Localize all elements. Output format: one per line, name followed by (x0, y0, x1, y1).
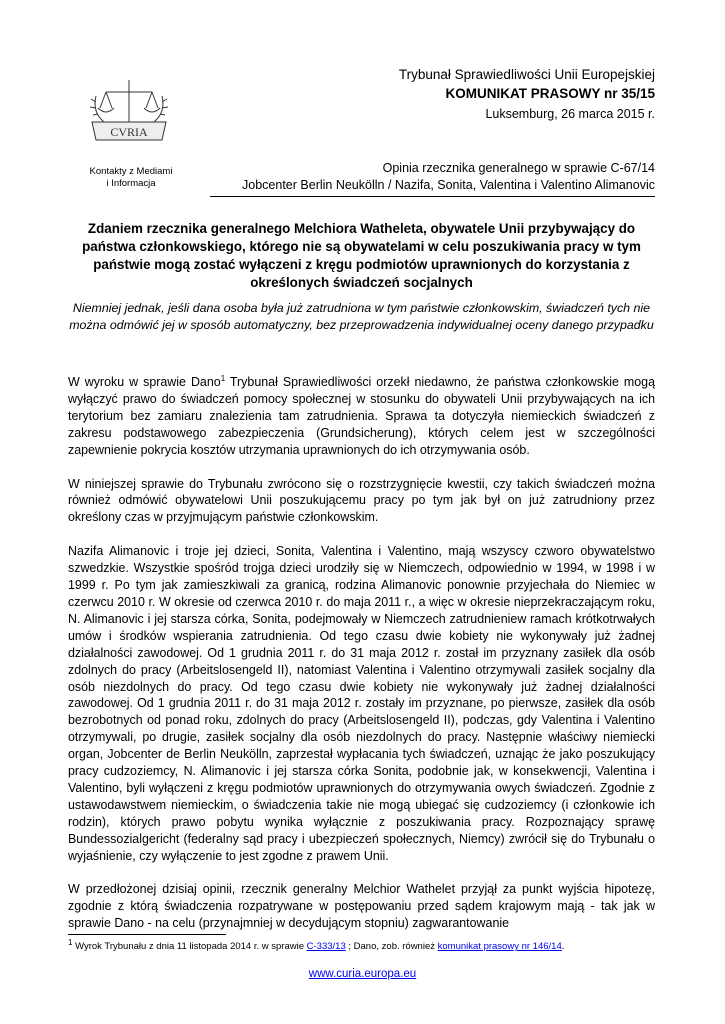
paragraph-4: W przedłożonej dzisiaj opinii, rzecznik generalny Melchior Wathelet przyjął za punkt wyjścia hipotezę, zgodnie z którą świadczenia rozpatrywane w postępowaniu przed sądem krajowym mają - tak jak w sprawie Dano - na celu (przynajmniej w decydującym stopniu) zagwarantowanie (68, 882, 655, 931)
footnote-text-end: . (561, 941, 565, 952)
page-title: Zdaniem rzecznika generalnego Melchiora Watheleta, obywatele Unii przybywający do państwa członkowskiego, którego nie są obywatelami w celu poszukiwania pracy w tym państwie mogą zostać wyłączeni z kręgu podmiotów uprawnionych do korzystania z określonych świadczeń socjalnych (82, 221, 641, 290)
logo-laurel-left (90, 96, 104, 122)
opinion-line-1: Opinia rzecznika generalnego w sprawie C-67/14 (382, 161, 655, 175)
contact-line-1: Kontakty z Mediami (89, 166, 173, 177)
header-divider (210, 196, 655, 197)
page-subtitle: Niemniej jednak, jeśli dana osoba była już zatrudniona w tym państwie członkowskim, świadczeń tych nie można odmówić jej w sposób automatyczny, bez przeprowadzenia indywidualnej oceny danego przypadku (69, 301, 654, 332)
release-date: Luksemburg, 26 marca 2015 r. (485, 107, 655, 121)
paragraph-1-start: W wyroku w sprawie Dano (68, 375, 221, 389)
contact-line-2: i Informacja (106, 178, 156, 189)
paragraph-3: Nazifa Alimanovic i troje jej dzieci, Sonita, Valentina i Valentino, mają wszyscy czworo obywatelstwo szwedzkie. Wszystkie spośród trojga dzieci urodziły się w Niemczech, odpowiednio w 1994, w 1998 i w 1999 r. Po tym jak zamieszkiwali za granicą, rodzina Alimanovic ponownie przyjechała do Niemiec w czerwcu 2010 r. W okresie od czerwca 2010 r. do maja 2011 r., a więc w okresie nieprzekraczającym roku, N. Alimanovic i jej starsza córka, Sonita, podejmowały w Niemczech zatrudnieniew ramach krótkotrwałych umów i środków wspierania zatrudnienia. Od tego czasu dwie kobiety nie wykonywały już żadnej działalności zawodowej. Od 1 grudnia 2011 r. do 31 maja 2012 r. został im przyznany zasiłek dla osób zdolnych do pracy (Arbeitslosengeld II), natomiast Valentina i Valentino otrzymywali zasiłek socjalny dla osób niezdolnych do pracy. Od tego czasu dwie kobiety nie wykonywały już żadnej działalności zawodowej. Od 1 grudnia 2011 r. do 31 maja 2012 r. zostały im przyznane, po pierwsze, zasiłek dla osób bezrobotnych od ponad roku, zdolnych do pracy (Arbeitslosengeld II), podczas, gdy Valentina i Valentino otrzymywali, po drugie, zasiłek socjalny dla osób niezdolnych do pracy. Następnie właściwy niemiecki organ, Jobcenter de Berlin Neukölln, zaprzestał wypłacania tych świadczeń, uznając że jako poszukujący pracy cudzoziemcy, N. Alimanovic i jej starsza córka Sonita, podobnie jak, w konsekwencji, Valentina i Valentino, byli wyłączeni z kręgu podmiotów uprawnionych do otrzymywania owych świadczeń. Zgodnie z ustawodawstwem niemieckim, o świadczenia takie nie mogą ubiegać się cudzoziemcy (i członkowie ich rodzin), których prawo pobytu wynika wyłącznie z poszukiwania pracy. Rozpoznający sprawę Bundessozialgericht (federalny sąd pracy i ubezpieczeń społecznych, Niemcy) zwrócił się do Trybunału o wyjaśnienie, czy wyłączenie to jest zgodne z prawem Unii. (68, 544, 655, 863)
footnote-ref[interactable]: 1 (220, 373, 226, 383)
footnote-number: 1 (68, 937, 73, 947)
logo-scale-pan-left (98, 108, 114, 112)
article-body (68, 374, 655, 949)
footnote-text: Wyrok Trybunału z dnia 11 listopada 2014 r. w sprawie (72, 941, 307, 952)
paragraph-1 (68, 374, 655, 459)
opinion-line-2: Jobcenter Berlin Neukölln / Nazifa, Sonita, Valentina i Valentino Alimanovic (242, 178, 655, 192)
paragraph-1-rest: Trybunał Sprawiedliwości orzekł niedawno, że państwa członkowskie mogą wyłączyć prawo do świadczeń pomocy społecznej w stosunku do obywateli Unii przybywających na ich terytorium bez zamiaru znalezienia tam zatrudnienia. Sprawa ta dotyczyła niemieckich świadczeń z zakresu podstawowego zabezpieczenia (Grundsicherung), których celem jest w szczególności zapewnienie pokrycia kosztów utrzymania uprawnionych do ich otrzymywania osób. (68, 375, 655, 457)
logo-scale-pan-right (144, 108, 160, 112)
case-link[interactable]: C-333/13 (306, 941, 346, 952)
court-name: Trybunał Sprawiedliwości Unii Europejskiej (398, 67, 655, 82)
footnote (68, 937, 655, 953)
header-block (399, 66, 655, 124)
media-contact (80, 166, 182, 190)
footnote-divider (68, 934, 226, 935)
press-release-number: KOMUNIKAT PRASOWY nr 35/15 (445, 86, 655, 101)
paragraph-2: W niniejszej sprawie do Trybunału zwrócono się o rozstrzygnięcie kwestii, czy takich świadczeń można również odmówić obywatelowi Unii poszukującemu pracy po tym jak był on już zatrudniony przez określony czas w przyjmującym państwie członkowskim. (68, 476, 655, 525)
curia-website-link[interactable]: www.curia.europa.eu (308, 968, 417, 980)
curia-logo (84, 78, 174, 158)
logo-text: CVRIA (110, 125, 148, 139)
footnote-text-middle: ; Dano, zob. również (345, 941, 438, 952)
logo-laurel-right (154, 96, 168, 122)
press-release-link[interactable]: komunikat prasowy nr 146/14 (437, 941, 562, 952)
footer (0, 968, 725, 980)
case-reference (242, 160, 655, 194)
